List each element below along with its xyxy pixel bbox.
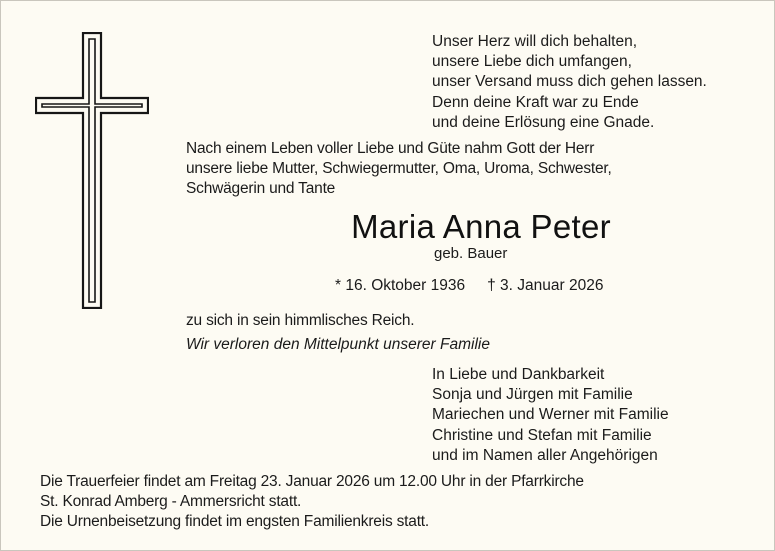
poem-line: unsere Liebe dich umfangen, [432,53,632,71]
poem-line: Denn deine Kraft war zu Ende [432,93,639,111]
family-line: Christine und Stefan mit Familie [432,426,652,444]
birth-date: * 16. Oktober 1936 [335,277,466,294]
family-line: und im Namen aller Angehörigen [432,446,658,464]
death-date: † 3. Januar 2026 [487,277,604,294]
intro-line: Schwägerin und Tante [186,180,336,198]
motto: Wir verloren den Mittelpunkt unserer Familie [186,336,490,353]
maiden-name: geb. Bauer [434,245,508,262]
funeral-info [40,472,584,533]
family-line: Sonja und Jürgen mit Familie [432,386,633,404]
closing-line: zu sich in sein himmlisches Reich. [186,312,415,329]
family-signature [432,365,669,466]
intro-line: unsere liebe Mutter, Schwiegermutter, Oma, Uroma, Schwester, [186,160,612,178]
poem-line: unser Versand muss dich gehen lassen. [432,73,707,91]
latin-cross-icon [35,32,149,309]
life-dates [335,277,603,295]
funeral-line: St. Konrad Amberg - Ammersricht statt. [40,493,302,511]
funeral-line: Die Trauerfeier findet am Freitag 23. Januar 2026 um 12.00 Uhr in der Pfarrkirche [40,473,584,490]
family-line: Mariechen und Werner mit Familie [432,406,669,424]
poem [432,32,707,133]
family-line: In Liebe und Dankbarkeit [432,366,605,383]
intro-line: Nach einem Leben voller Liebe und Güte nahm Gott der Herr [186,140,595,157]
poem-line: und deine Erlösung eine Gnade. [432,113,655,131]
intro-text [186,139,612,200]
poem-line: Unser Herz will dich behalten, [432,33,638,50]
deceased-name: Maria Anna Peter [351,208,611,245]
funeral-line: Die Urnenbeisetzung findet im engsten Familienkreis statt. [40,513,430,531]
